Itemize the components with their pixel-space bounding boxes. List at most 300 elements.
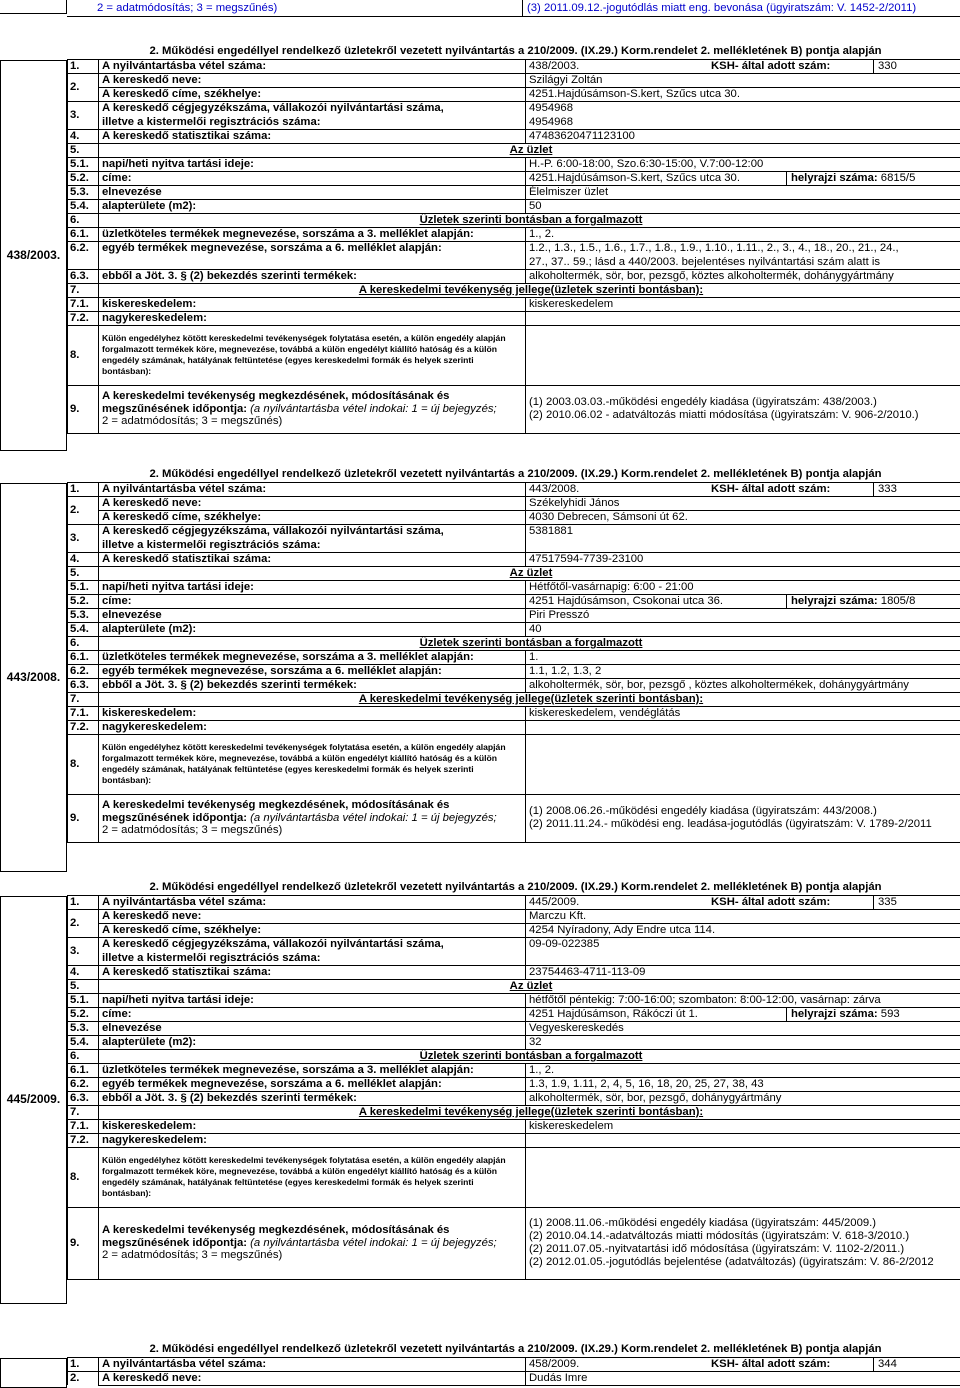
row-number: 1. [68,1357,99,1371]
row-number: 5.3. [68,1021,99,1035]
record-table [67,467,960,843]
company-registration-2 [526,951,960,965]
hrsz-number: 1805/8 [880,594,916,607]
field-label: A kereskedő cégjegyzékszáma, vállakozói nyilvántartási száma, [99,937,526,951]
row-3b [68,951,960,965]
company-registration: 5381881 [526,524,960,538]
row-number: 5.3. [68,185,99,199]
hrsz-label: helyrajzi száma: [791,594,878,607]
ksh-label: KSH- által adott szám: [711,1357,831,1370]
row-number: 5.3. [68,608,99,622]
record-block [0,44,960,451]
row-number: 3. [68,937,99,965]
record-title: 2. Működési engedéllyel rendelkező üzletekről vezetett nyilvántartás a 210/2009. (IX.29.) Korm.rendelet 2. mellékletének B) pontja alapján [68,467,960,482]
row-1 [68,895,960,909]
field-label: megszűnésének időpontja: [102,402,248,415]
record-id [0,1358,67,1388]
shop-address: 4251 Hajdúsámson, Csokonai utca 36. [529,594,724,607]
row-8 [68,325,960,385]
row-number: 6.3. [68,678,99,692]
field-label: napi/heti nyitva tartási ideje: [99,580,526,594]
record-id: 438/2003. [0,60,67,451]
prev-record-tail [67,0,960,17]
row-9 [68,794,960,842]
row-5 [68,979,960,993]
field-label: megszűnésének időpontja: [102,1236,248,1249]
row-5-1 [68,993,960,1007]
row-6-1 [68,227,960,241]
row-number: 7.1. [68,297,99,311]
row-5 [68,143,960,157]
row-number: 6.1. [68,1063,99,1077]
section-heading: Üzletek szerinti bontásban a forgalmazott [99,213,960,227]
field-label: A kereskedelmi tevékenység megkezdésének, módosításának és [102,1223,450,1236]
row-2a [68,909,960,923]
row-number: 7.2. [68,1133,99,1147]
registration-number-cell [526,1357,960,1371]
row-5-4 [68,199,960,213]
shop-area: 50 [526,199,960,213]
event-entry: (1) 2008.11.06.-működési engedély kiadása (ügyiratszám: 445/2009.) [529,1217,877,1230]
event-entry: (2) 2012.01.05.-jogutódlás bejelentése (adatváltozás) (ügyiratszám: V. 86-2/2012 [529,1255,934,1268]
row-8 [68,1147,960,1207]
row-3a [68,524,960,538]
row-5 [68,566,960,580]
row-number: 5.4. [68,622,99,636]
licensed-products: 1., 2. [526,227,960,241]
row-6-3 [68,269,960,283]
excise-products: alkoholtermék, sör, bor, pezsgő, köztes alkoholtermék, dohánygyártmány [526,269,960,283]
row-number: 5.1. [68,993,99,1007]
row-number: 8. [68,734,99,794]
row-6 [68,1049,960,1063]
row-number: 9. [68,1207,99,1279]
field-label: elnevezése [99,185,526,199]
registration-number-cell [526,59,960,73]
field-label: kiskereskedelem: [99,706,526,720]
row-number: 6. [68,1049,99,1063]
row-number: 6.1. [68,650,99,664]
row-number: 1. [68,59,99,73]
row-2a [68,1371,960,1385]
field-label: A kereskedő statisztikai száma: [99,965,526,979]
shop-name: Piri Presszó [526,608,960,622]
wholesale [526,1133,960,1147]
row-number: 5.2. [68,1007,99,1021]
field-label: A kereskedő cégjegyzékszáma, vállakozói nyilvántartási száma, [99,524,526,538]
section-heading: Az üzlet [99,566,960,580]
ksh-number: 335 [878,895,897,908]
record-block [0,880,960,1304]
special-license [526,1147,960,1207]
row-7 [68,692,960,706]
row-number: 5.1. [68,580,99,594]
section-heading: Az üzlet [99,979,960,993]
ksh-divider [873,895,874,909]
prev-record-legend: 2 = adatmódosítás; 3 = megszűnés) [97,2,278,14]
row-number: 8. [68,1147,99,1207]
record-title-row [68,467,960,482]
record-block [0,467,960,872]
row-6 [68,213,960,227]
row-number: 9. [68,385,99,433]
row-9 [68,385,960,433]
ksh-divider [873,59,874,73]
licensed-products: 1. [526,650,960,664]
shop-address-cell [526,171,960,185]
field-label: illetve a kistermelői regisztrációs száma: [99,115,526,129]
statistical-number: 47483620471123100 [526,129,960,143]
prev-record-event: (3) 2011.09.12.-jogutódlás miatt eng. bevonása (ügyiratszám: V. 1452-2/2011) [527,2,917,14]
registration-number-cell [526,482,960,496]
event-entry: (2) 2010.04.14.-adatváltozás miatti módosítás (ügyiratszám: V. 618-3/2010.) [529,1230,910,1243]
record-title-row [68,44,960,59]
field-label: A kereskedő neve: [99,496,526,510]
row-number: 6.3. [68,1091,99,1105]
shop-area: 32 [526,1035,960,1049]
record-title-row [68,880,960,895]
row-3b [68,538,960,552]
row-5-3 [68,608,960,622]
ksh-label: KSH- által adott szám: [711,895,831,908]
field-label: üzletköteles termékek megnevezése, sorszáma a 3. melléklet alapján: [99,227,526,241]
record-title-row [68,1342,960,1357]
field-note: (a nyilvántartásba vétel indokai: 1 = új bejegyzés; [250,811,497,824]
ksh-number: 330 [878,59,897,72]
section-heading: Üzletek szerinti bontásban a forgalmazott [99,636,960,650]
field-label: A kereskedő statisztikai száma: [99,129,526,143]
statistical-number: 47517594-7739-23100 [526,552,960,566]
row-number: 5. [68,566,99,580]
excise-products: alkoholtermék, sör, bor, pezsgő , köztes alkoholtermékek, dohánygyártmány [526,678,960,692]
field-label: alapterülete (m2): [99,199,526,213]
company-registration-2: 4954968 [526,115,960,129]
section-heading: Üzletek szerinti bontásban a forgalmazott [99,1049,960,1063]
row-number: 5.4. [68,1035,99,1049]
opening-hours: H.-P. 6:00-18:00, Szo.6:30-15:00, V.7:00-12:00 [526,157,960,171]
row-1 [68,59,960,73]
section-heading: A kereskedelmi tevékenység jellege(üzletek szerinti bontásban): [99,283,960,297]
row-number: 4. [68,129,99,143]
registration-number: 445/2009. [529,895,580,908]
field-label: címe: [99,1007,526,1021]
field-label: üzletköteles termékek megnevezése, sorszáma a 3. melléklet alapján: [99,650,526,664]
field-label: Külön engedélyhez kötött kereskedelmi tevékenységek folytatása esetén, a külön engedély alapján forgalmazott termékek köre, megnevezése, továbbá a külön engedélyt kiállító hatóság és a külön engedély számának, hatályának feltüntetése (egyes kereskedelmi formák és helyek szerinti bontásban): [99,734,526,794]
row-9-label [99,385,526,433]
field-label: egyéb termékek megnevezése, sorszáma a 6. melléklet alapján: [99,241,526,255]
shop-name: Vegyeskereskedés [526,1021,960,1035]
row-number: 5.1. [68,157,99,171]
trader-address: 4254 Nyíradony, Ady Endre utca 114. [526,923,960,937]
row-number: 1. [68,482,99,496]
field-label: kiskereskedelem: [99,297,526,311]
shop-area: 40 [526,622,960,636]
field-label: üzletköteles termékek megnevezése, sorszáma a 3. melléklet alapján: [99,1063,526,1077]
ksh-divider [873,482,874,496]
field-label: ebből a Jöt. 3. § (2) bekezdés szerinti termékek: [99,678,526,692]
field-label: egyéb termékek megnevezése, sorszáma a 6. melléklet alapján: [99,1077,526,1091]
row-number: 6.2. [68,241,99,255]
row-number: 7.2. [68,720,99,734]
field-note: 2 = adatmódosítás; 3 = megszűnés) [102,1249,283,1262]
field-label: ebből a Jöt. 3. § (2) bekezdés szerinti termékek: [99,269,526,283]
row-6-1 [68,650,960,664]
field-label: megszűnésének időpontja: [102,811,248,824]
shop-address: 4251 Hajdúsámson, Rákóczi út 1. [529,1007,698,1020]
row-2b [68,510,960,524]
row-4 [68,965,960,979]
field-label: Külön engedélyhez kötött kereskedelmi tevékenységek folytatása esetén, a külön engedély alapján forgalmazott termékek köre, megnevezése, továbbá a külön engedélyt kiállító hatóság és a külön engedély számának, hatályának feltüntetése (egyes kereskedelmi formák és helyek szerinti bontásban): [99,1147,526,1207]
row-number: 2. [68,1371,99,1385]
row-6-3 [68,678,960,692]
ksh-label: KSH- által adott szám: [711,59,831,72]
licensed-products: 1., 2. [526,1063,960,1077]
field-label: ebből a Jöt. 3. § (2) bekezdés szerinti termékek: [99,1091,526,1105]
retail: kiskereskedelem, vendéglátás [526,706,960,720]
shop-address: 4251.Hajdúsámson-S.kert, Szűcs utca 30. [529,171,740,184]
row-number: 5.2. [68,171,99,185]
field-label: A nyilvántartásba vétel száma: [99,895,526,909]
row-4 [68,129,960,143]
row-5-2 [68,1007,960,1021]
field-label: nagykereskedelem: [99,720,526,734]
excise-products: alkoholtermék, sör, bor, pezsgő, dohánygyártmány [526,1091,960,1105]
record-table [67,880,960,1280]
trader-name: Dudás Imre [526,1371,960,1385]
shop-address-cell [526,1007,960,1021]
field-label: elnevezése [99,1021,526,1035]
row-number: 4. [68,552,99,566]
trader-name: Szilágyi Zoltán [526,73,960,87]
row-6-2 [68,241,960,255]
row-7-2 [68,720,960,734]
field-label: Külön engedélyhez kötött kereskedelmi tevékenységek folytatása esetén, a külön engedély alapján forgalmazott termékek köre, megnevezése, továbbá a külön engedélyt kiállító hatóság és a külön engedély számának, hatályának feltüntetése (egyes kereskedelmi formák és helyek szerinti bontásban): [99,325,526,385]
field-label: A kereskedő címe, székhelye: [99,510,526,524]
row-2b [68,923,960,937]
event-log [526,794,960,842]
row-5-3 [68,185,960,199]
divider [522,0,523,16]
row-number: 6.2. [68,664,99,678]
row-number: 2. [68,73,99,101]
row-1 [68,1357,960,1371]
hrsz-divider [786,594,787,608]
wholesale [526,311,960,325]
row-number: 4. [68,965,99,979]
other-products-2: 27., 37.. 59.; lásd a 440/2003. bejelentéses nyilvántartási szám alatt is [526,255,960,269]
event-entry: (2) 2011.07.05.-nyitvatartási idő módosítása (ügyiratszám: V. 1102-2/2011.) [529,1243,905,1255]
field-note: (a nyilvántartásba vétel indokai: 1 = új bejegyzés; [250,402,497,415]
record-block [0,1342,960,1388]
ksh-number: 344 [878,1357,897,1370]
section-heading: Az üzlet [99,143,960,157]
field-label: napi/heti nyitva tartási ideje: [99,157,526,171]
ksh-number: 333 [878,482,897,495]
field-label: címe: [99,171,526,185]
row-2b [68,87,960,101]
event-entry: (2) 2010.06.02 - adatváltozás miatti módosítása (ügyiratszám: V. 906-2/2010.) [529,409,919,421]
row-9-label [99,794,526,842]
field-label: A nyilvántartásba vétel száma: [99,1357,526,1371]
row-6-2 [68,1077,960,1091]
trader-name: Székelyhidi János [526,496,960,510]
special-license [526,734,960,794]
row-5-1 [68,157,960,171]
event-entry: (1) 2008.06.26.-működési engedély kiadása (ügyiratszám: 443/2008.) [529,805,877,818]
row-number: 8. [68,325,99,385]
row-number: 6. [68,636,99,650]
record-id: 443/2008. [0,483,67,872]
field-note: 2 = adatmódosítás; 3 = megszűnés) [102,415,283,428]
retail: kiskereskedelem [526,1119,960,1133]
hrsz-label: helyrajzi száma: [791,171,878,184]
row-6-1 [68,1063,960,1077]
company-registration: 4954968 [526,101,960,115]
row-number: 7.1. [68,1119,99,1133]
row-7-1 [68,297,960,311]
registration-number-cell [526,895,960,909]
wholesale [526,720,960,734]
row-5-3 [68,1021,960,1035]
record-title: 2. Működési engedéllyel rendelkező üzletekről vezetett nyilvántartás a 210/2009. (IX.29.) Korm.rendelet 2. mellékletének B) pontja alapján [68,44,960,59]
row-number: 6. [68,213,99,227]
field-note: 2 = adatmódosítás; 3 = megszűnés) [102,824,283,837]
row-number: 2. [68,496,99,524]
row-number: 3. [68,524,99,552]
row-number: 2. [68,909,99,937]
row-9-label [99,1207,526,1279]
section-heading: A kereskedelmi tevékenység jellege(üzletek szerinti bontásban): [99,1105,960,1119]
row-7-1 [68,706,960,720]
row-6-3 [68,1091,960,1105]
field-label: címe: [99,594,526,608]
field-label: illetve a kistermelői regisztrációs száma: [99,951,526,965]
trader-address: 4030 Debrecen, Sámsoni út 62. [526,510,960,524]
row-number: 7. [68,692,99,706]
row-number: 9. [68,794,99,842]
field-label: A kereskedelmi tevékenység megkezdésének, módosításának és [102,389,450,402]
row-4 [68,552,960,566]
trader-address: 4251.Hajdúsámson-S.kert, Szűcs utca 30. [526,87,960,101]
row-number: 6.1. [68,227,99,241]
row-7-2 [68,311,960,325]
field-label: egyéb termékek megnevezése, sorszáma a 6. melléklet alapján: [99,664,526,678]
other-products: 1.2., 1.3., 1.5., 1.6., 1.7., 1.8., 1.9., 1.10., 1.11., 2., 3., 4., 18., 20., 21., 24., [526,241,960,255]
field-label: A kereskedő címe, székhelye: [99,87,526,101]
row-3b [68,115,960,129]
registration-number: 458/2009. [529,1357,580,1370]
field-label: kiskereskedelem: [99,1119,526,1133]
field-label: A nyilvántartásba vétel száma: [99,59,526,73]
retail: kiskereskedelem [526,297,960,311]
field-label: A kereskedő neve: [99,909,526,923]
ksh-label: KSH- által adott szám: [711,482,831,495]
field-label: A kereskedő címe, székhelye: [99,923,526,937]
row-9 [68,1207,960,1279]
row-number: 7. [68,1105,99,1119]
field-label: alapterülete (m2): [99,1035,526,1049]
row-5-1 [68,580,960,594]
row-5-4 [68,622,960,636]
row-7-2 [68,1133,960,1147]
field-label: A nyilvántartásba vétel száma: [99,482,526,496]
other-products: 1.1, 1.2, 1.3, 2 [526,664,960,678]
row-number: 7. [68,283,99,297]
row-5-2 [68,171,960,185]
row-5-4 [68,1035,960,1049]
hrsz-divider [786,171,787,185]
field-label: A kereskedő neve: [99,1371,526,1385]
registration-number: 443/2008. [529,482,580,495]
record-table [67,1342,960,1386]
row-number: 1. [68,895,99,909]
row-number: 5.4. [68,199,99,213]
row-number: 7.2. [68,311,99,325]
row-7-1 [68,1119,960,1133]
opening-hours: hétfőtől péntekig: 7:00-16:00; szombaton: 8:00-12:00, vasárnap: zárva [526,993,960,1007]
row-3a [68,101,960,115]
prev-record-id-cell [0,0,67,14]
field-label: elnevezése [99,608,526,622]
row-6-2 [68,664,960,678]
row-2a [68,73,960,87]
record-id: 445/2009. [0,896,67,1304]
company-registration-2 [526,538,960,552]
field-label: alapterülete (m2): [99,622,526,636]
row-7 [68,1105,960,1119]
field-label: nagykereskedelem: [99,1133,526,1147]
row-number: 6.2. [68,1077,99,1091]
event-entry: (2) 2011.11.24.- működési eng. leadása-jogutódlás (ügyiratszám: V. 1789-2/2011 [529,818,932,830]
company-registration: 09-09-022385 [526,937,960,951]
row-3a [68,937,960,951]
field-label: illetve a kistermelői regisztrációs száma: [99,538,526,552]
row-number: 3. [68,101,99,129]
event-log [526,385,960,433]
field-label: A kereskedelmi tevékenység megkezdésének, módosításának és [102,798,450,811]
field-label: A kereskedő neve: [99,73,526,87]
record-title: 2. Működési engedéllyel rendelkező üzletekről vezetett nyilvántartás a 210/2009. (IX.29.) Korm.rendelet 2. mellékletének B) pontja alapján [68,880,960,895]
row-number: 5.2. [68,594,99,608]
field-note: (a nyilvántartásba vétel indokai: 1 = új bejegyzés; [250,1236,497,1249]
special-license [526,325,960,385]
field-label: A kereskedő statisztikai száma: [99,552,526,566]
event-log [526,1207,960,1279]
other-products: 1.3, 1.9, 1.11, 2, 4, 5, 16, 18, 20, 25, 27, 38, 43 [526,1077,960,1091]
hrsz-number: 6815/5 [880,171,916,184]
field-label: nagykereskedelem: [99,311,526,325]
trader-name: Marczu Kft. [526,909,960,923]
row-7 [68,283,960,297]
row-number: 5. [68,143,99,157]
row-number: 5. [68,979,99,993]
section-heading: A kereskedelmi tevékenység jellege(üzletek szerinti bontásban): [99,692,960,706]
row-6 [68,636,960,650]
row-8 [68,734,960,794]
event-entry: (1) 2003.03.03.-működési engedély kiadása (ügyiratszám: 438/2003.) [529,396,877,409]
field-label: napi/heti nyitva tartási ideje: [99,993,526,1007]
row-number: 7.1. [68,706,99,720]
statistical-number: 23754463-4711-113-09 [526,965,960,979]
hrsz-label: helyrajzi száma: [791,1007,878,1020]
registration-number: 438/2003. [529,59,580,72]
record-table [67,44,960,434]
hrsz-divider [786,1007,787,1021]
hrsz-number: 593 [880,1007,900,1020]
row-5-2 [68,594,960,608]
row-2a [68,496,960,510]
row-6-2b [68,255,960,269]
